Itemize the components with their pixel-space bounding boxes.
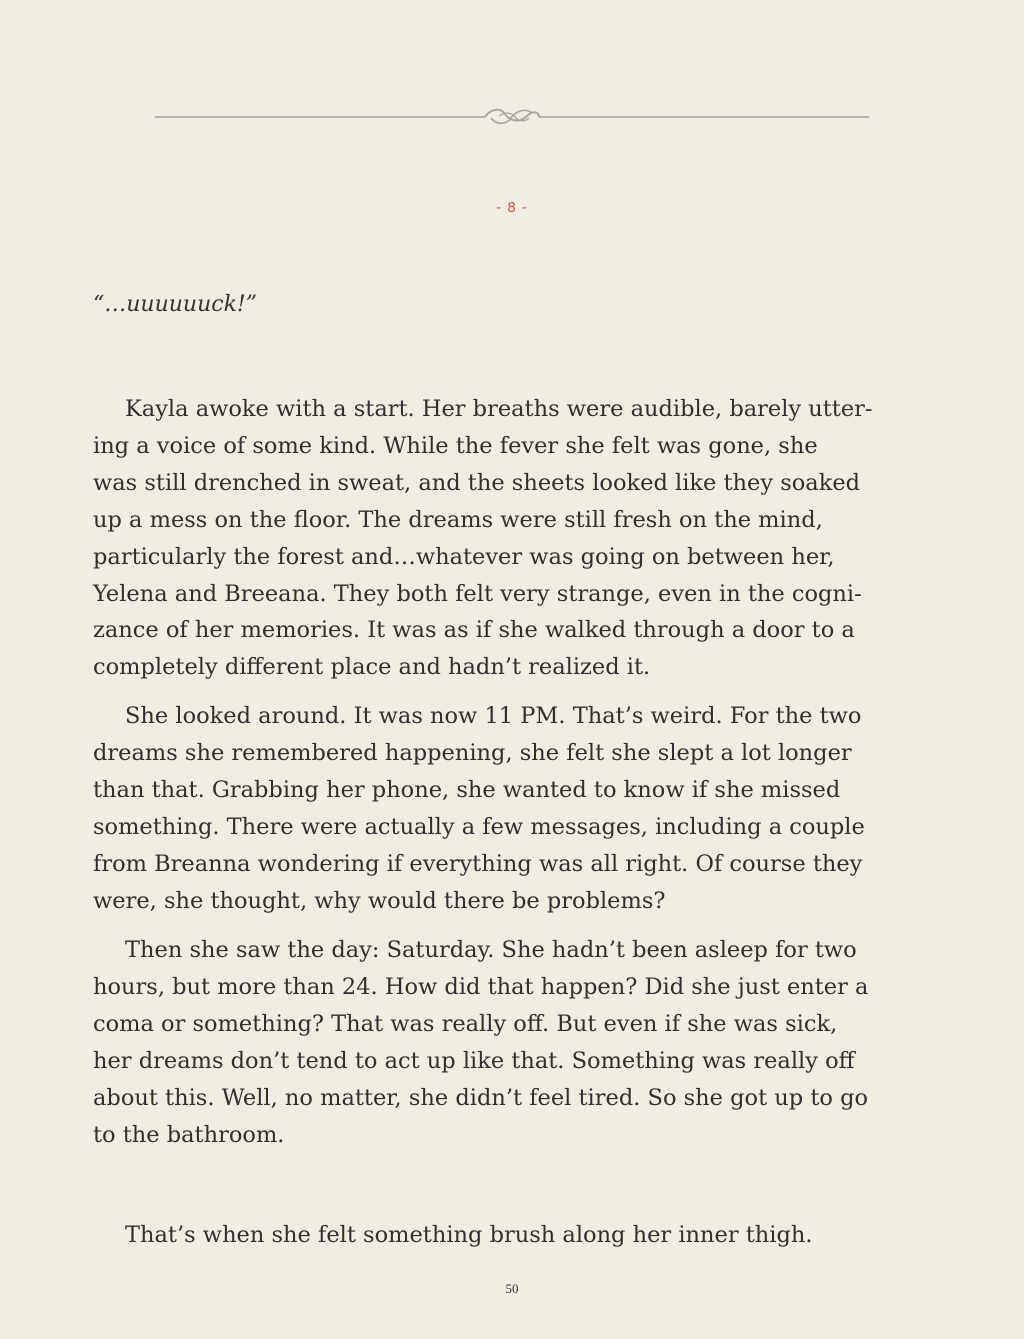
text-line: about this. Well, no matter, she didn’t feel tired. So she got up to go: [93, 1084, 869, 1111]
text-line: Yelena and Breeana. They both felt very strange, even in the cogni-: [93, 580, 862, 607]
text-line: Kayla awoke with a start. Her breaths were audible, barely utter-: [125, 396, 873, 422]
paragraph: [93, 1217, 813, 1254]
text-line: completely different place and hadn’t realized it.: [93, 654, 651, 681]
text-line: something. There were actually a few messages, including a couple: [93, 813, 865, 840]
opening-line: “…uuuuuuck!”: [93, 292, 258, 317]
flourish-divider-icon: [155, 104, 869, 130]
text-line: ing a voice of some kind. While the fever she felt was gone, she: [93, 432, 818, 459]
paragraph: [93, 391, 873, 686]
text-line: dreams she remembered happening, she felt she slept a lot longer: [93, 739, 852, 766]
text-line: her dreams don’t tend to act up like that. Something was really off: [93, 1047, 855, 1074]
text-line: up a mess on the floor. The dreams were still fresh on the mind,: [93, 506, 823, 533]
text-line: coma or something? That was really off. But even if she was sick,: [93, 1010, 838, 1037]
text-line: zance of her memories. It was as if she walked through a door to a: [93, 617, 855, 644]
text-line: That’s when she felt something brush along her inner thigh.: [125, 1222, 813, 1248]
paragraph: [93, 698, 865, 919]
text-line: was still drenched in sweat, and the sheets looked like they soaked: [93, 469, 861, 496]
text-line: were, she thought, why would there be problems?: [93, 887, 666, 914]
text-line: to the bathroom.: [93, 1121, 285, 1148]
text-line: from Breanna wondering if everything was all right. Of course they: [93, 850, 863, 877]
paragraph: [93, 932, 868, 1153]
chapter-number: - 8 -: [496, 199, 528, 216]
page-number: 50: [505, 1281, 519, 1296]
text-line: She looked around. It was now 11 PM. That’s weird. For the two: [125, 703, 862, 729]
text-line: than that. Grabbing her phone, she wanted to know if she missed: [93, 776, 841, 803]
text-line: hours, but more than 24. How did that happen? Did she just enter a: [93, 973, 869, 1000]
text-line: particularly the forest and…whatever was going on between her,: [93, 543, 835, 570]
text-line: Then she saw the day: Saturday. She hadn’t been asleep for two: [125, 937, 857, 963]
